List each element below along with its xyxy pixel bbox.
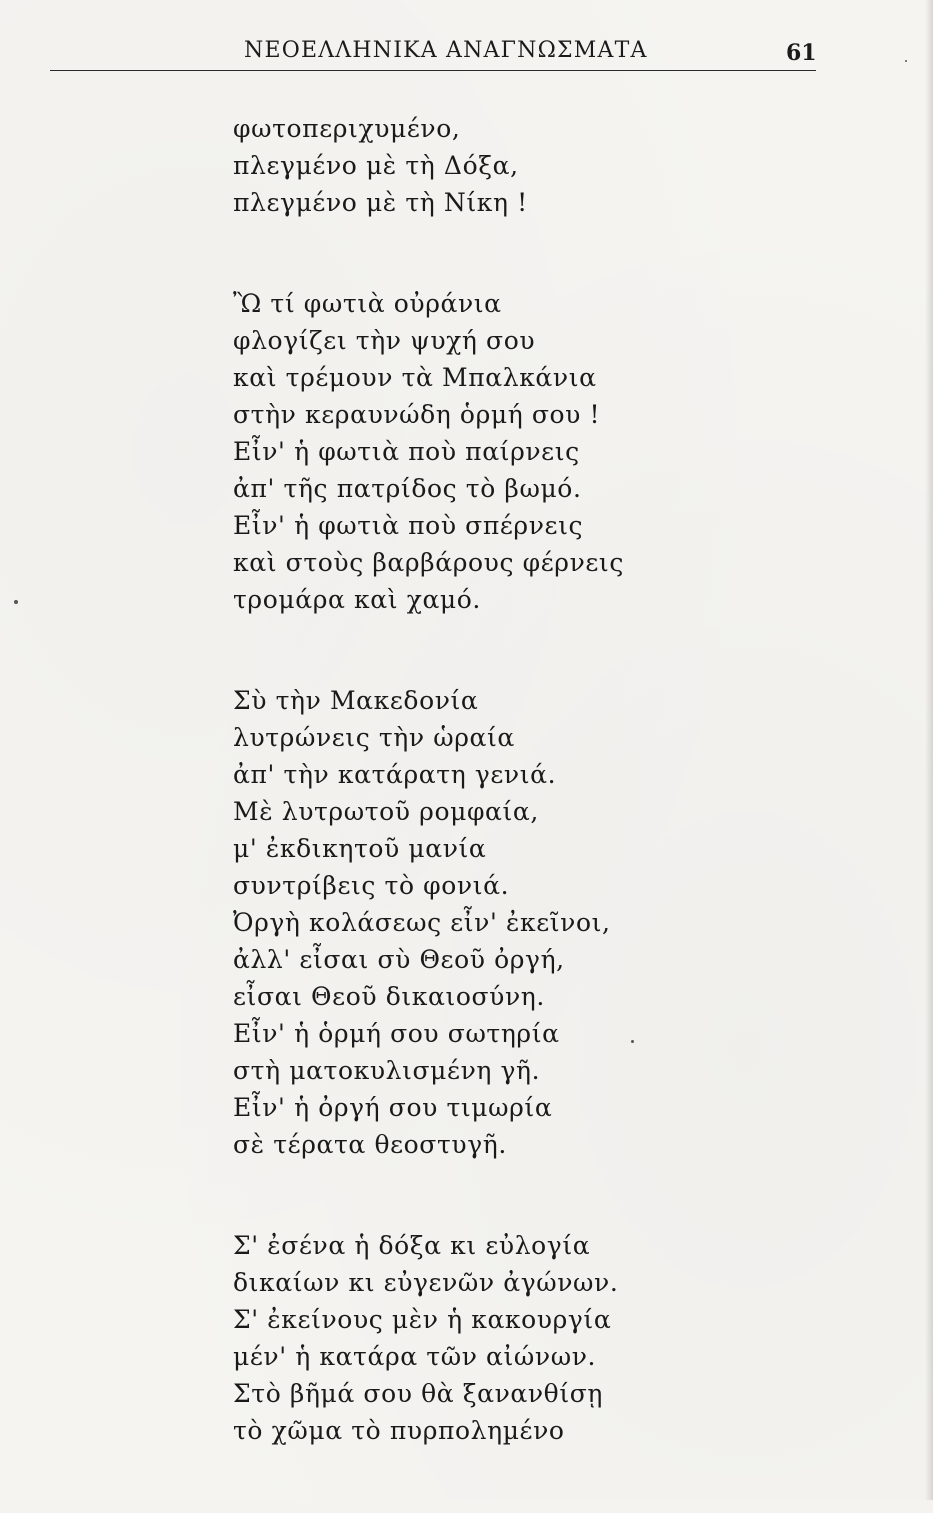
verse-line: Εἶν' ἡ φωτιὰ ποὺ σπέρνεις xyxy=(233,511,584,540)
verse-line: μ' ἐκδικητοῦ μανία xyxy=(233,834,487,863)
verse-line: Μὲ λυτρωτοῦ ρομφαία, xyxy=(233,797,539,826)
verse-line: Εἶν' ἡ φωτιὰ ποὺ παίρνεις xyxy=(233,437,580,466)
running-head: ΝΕΟΕΛΛΗΝΙΚΑ ΑΝΑΓΝΩΣΜΑΤΑ xyxy=(244,38,648,63)
verse-line: τὸ χῶμα τὸ πυρποληµένο xyxy=(233,1416,565,1445)
paper-speck xyxy=(631,1040,634,1043)
verse-line: στὴν κεραυνώδη ὁρμή σου ! xyxy=(233,400,601,429)
verse-line: Στὸ βῆμά σου θὰ ξανανθίσῃ xyxy=(233,1379,603,1408)
verse-line: Ὢ τί φωτιὰ οὐράνια xyxy=(233,289,502,318)
paper-speck xyxy=(905,60,907,62)
verse-line: φλογίζει τὴν ψυχή σου xyxy=(233,326,536,355)
verse-line: ἀπ' τὴν κατάρατη γενιά. xyxy=(233,760,557,789)
header-rule xyxy=(50,70,816,71)
verse-line: Εἶν' ἡ ὀργή σου τιμωρία xyxy=(233,1093,553,1122)
stanza xyxy=(233,110,793,221)
poem-text xyxy=(233,110,793,1513)
verse-line: Σ' ἐκείνους μὲν ἡ κακουργία xyxy=(233,1305,612,1334)
page-number: 61 xyxy=(786,40,817,66)
verse-line: πλεγμένο μὲ τὴ Δόξα, xyxy=(233,151,519,180)
verse-line: τρομάρα καὶ χαμό. xyxy=(233,585,481,614)
verse-line: λυτρώνεις τὴν ὡραία xyxy=(233,723,515,752)
verse-line: στὴ ματοκυλισμένη γῆ. xyxy=(233,1056,541,1085)
verse-line: συντρίβεις τὸ φονιά. xyxy=(233,871,510,900)
verse-line: Ὀργὴ κολάσεως εἶν' ἐκεῖνοι, xyxy=(233,908,611,937)
verse-line: Σ' ἐσένα ἡ δόξα κι εὐλογία xyxy=(233,1231,591,1260)
verse-line: Σὺ τὴν Μακεδονία xyxy=(233,686,479,715)
verse-line: ἀλλ' εἶσαι σὺ Θεοῦ ὀργή, xyxy=(233,945,565,974)
stanza xyxy=(233,1227,793,1449)
paper-speck xyxy=(14,600,18,604)
verse-line: δικαίων κι εὐγενῶν ἀγώνων. xyxy=(233,1268,619,1297)
verse-line: εἶσαι Θεοῦ δικαιοσύνη. xyxy=(233,982,545,1011)
verse-line: μέν' ἡ κατάρα τῶν αἰώνων. xyxy=(233,1342,597,1371)
verse-line: φωτοπεριχυμένο, xyxy=(233,114,461,143)
verse-line: σὲ τέρατα θεοστυγῆ. xyxy=(233,1130,507,1159)
stanza xyxy=(233,682,793,1163)
stanza xyxy=(233,285,793,618)
verse-line: καὶ στοὺς βαρβάρους φέρνεις xyxy=(233,548,624,577)
page-edge-shadow xyxy=(925,0,933,1500)
verse-line: πλεγμένο μὲ τὴ Νίκη ! xyxy=(233,188,528,217)
verse-line: Εἶν' ἡ ὁρμή σου σωτηρία xyxy=(233,1019,560,1048)
verse-line: ἀπ' τῆς πατρίδος τὸ βωμό. xyxy=(233,474,582,503)
verse-line: καὶ τρέμουν τὰ Μπαλκάνια xyxy=(233,363,597,392)
